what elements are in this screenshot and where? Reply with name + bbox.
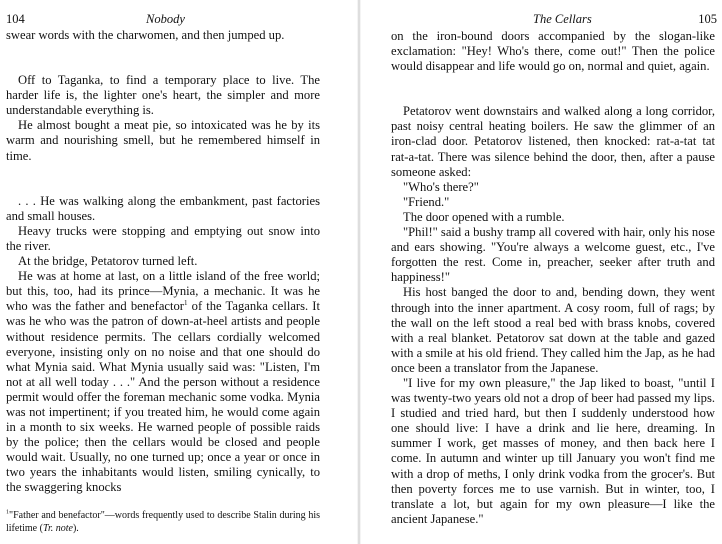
running-title: Nobody xyxy=(146,12,185,26)
left-body-text xyxy=(6,28,320,496)
paragraph: Off to Taganka, to find a temporary place to live. The harder life is, the lighter one's heart, the simpler and more understandable everything is. xyxy=(6,73,320,118)
paragraph: At the bridge, Petatorov turned left. xyxy=(18,254,198,269)
paragraph: Petatorov went downstairs and walked along a long corridor, past noisy central heating boilers. He saw the glimmer of an iron-clad door. Petatorov listened, then knocked: rat-a-tat tat rat-a-tat. There was silence behind the door, then, after a pause someone asked: xyxy=(391,104,715,179)
footnote-close: ). xyxy=(72,522,79,534)
footnote-marker: 1 xyxy=(6,509,9,516)
left-page xyxy=(0,0,357,544)
paragraph: His host banged the door to and, bending down, they went through into the inner apartment. A cosy room, full of rags; by the wall on the left stood a real bed with brass knobs, covered with a real blanket. Petatorov sat down at the table and gazed with a smile at his old friend. They called him the Jap, as he had once been a translator from the Japanese. xyxy=(391,285,715,375)
running-title: The Cellars xyxy=(533,12,592,26)
footnote-text: "Father and benefactor"—words frequently used to describe Stalin during his lifetime ( xyxy=(6,510,320,534)
paragraph: He almost bought a meat pie, so intoxicated was he by its warm and nourishing smell, but he remembered himself in time. xyxy=(6,118,320,163)
page-number: 105 xyxy=(698,12,717,26)
paragraph-text: of the Taganka cellars. It was he who was the patron of down-at-heel artists and people without residence permits. The cellars cordially welcomed everyone, insisting only on no noise and that one should do what Mynia said. What Mynia usually said was: "Listen, I'm not at all well today . . ." And the person without a residence permit would offer the foreman mechanic some vodka. Mynia was not impertinent; if you treated him, he would come again in a month to six weeks. He warned people of possible raids by the police; then the cellars would be closed and people would wait. Usually, no one turned up; once a year or once in two years the inhabitants would listen, smiling cynically, to the swaggering knocks xyxy=(6,299,320,495)
footnote-marker: 1 xyxy=(184,299,188,308)
paragraph: . . . He was walking along the embankment, past factories and small houses. xyxy=(6,193,320,223)
paragraph: "Who's there?" xyxy=(403,179,479,194)
footnote-note: Tr. note xyxy=(42,522,73,534)
footnote xyxy=(6,510,320,535)
right-page xyxy=(361,0,722,544)
paragraph xyxy=(6,269,320,495)
right-body-text xyxy=(391,29,715,527)
paragraph: swear words with the charwomen, and then jumped up. xyxy=(6,28,285,42)
page-number: 104 xyxy=(6,12,25,26)
paragraph: "Friend." xyxy=(403,194,450,209)
paragraph-text: He was at home at last, on a little island of the free world; but this, too, had its prince—Mynia, a mechanic. It was he who was the father and benefactor xyxy=(6,269,320,314)
paragraph: Heavy trucks were stopping and emptying out snow into the river. xyxy=(6,223,320,253)
paragraph: The door opened with a rumble. xyxy=(403,209,565,224)
paragraph: "Phil!" said a bushy tramp all covered with hair, only his nose and ears showing. "You're always a welcome guest, etc., I've forgotten the rest. Come in, preacher, seeker after truth and happiness!" xyxy=(391,225,715,285)
paragraph: on the iron-bound doors accompanied by the slogan-like exclamation: "Hey! Who's there, come out!" Then the police would disappear and life would go on, normal and quiet, again. xyxy=(391,29,715,74)
paragraph: "I live for my own pleasure," the Jap liked to boast, "until I was twenty-two years old not a drop of beer had passed my lips. I studied and tried hard, but then I suddenly understood how one should live: I have a drink and lie here, dreaming. In summer I work, get masses of money, and then back here I come. In autumn and winter up till January you won't find me with a drop of meths, I only drink vodka from the grocer's. But then poverty forces me to use varnish. But in winter, too, I translate a lot, but again for my own pleasure—I like the ancient Japanese." xyxy=(391,375,715,526)
